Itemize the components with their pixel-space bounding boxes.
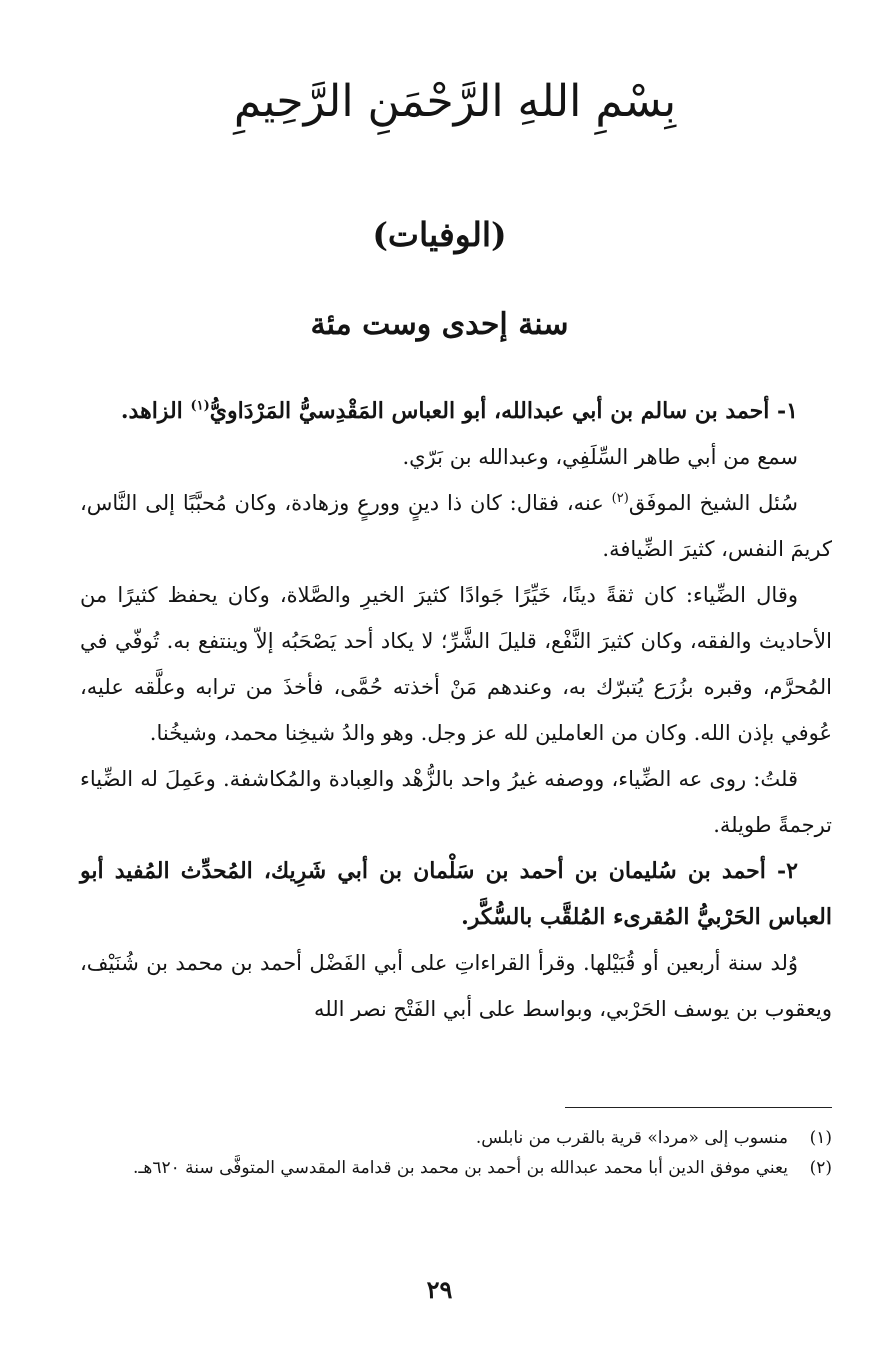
year-title: سنة إحدى وست مئة: [310, 307, 569, 342]
entry-1-paragraph-2: [80, 480, 832, 572]
footnote-2: [80, 1154, 832, 1182]
entry-1-paragraph-4: قلتُ: روى عه الضِّياء، ووصفه غيرُ واحد بالزُّهْد والعِبادة والمُكاشفة. وعَمِلَ له الضِّياء ترجمةً طويلة.: [80, 767, 832, 837]
entry-1-name: ١- أحمد بن سالم بن أبي عبدالله، أبو العباس المَقْدِسيُّ المَرْدَاويُّ: [209, 398, 798, 424]
footnote-ref-2: (٢): [611, 491, 629, 506]
footnotes: [80, 1124, 832, 1184]
footnote-1-number: (١): [809, 1128, 832, 1148]
page-number: ٢٩: [426, 1275, 453, 1304]
footnote-1-text: منسوب إلى «مردا» قرية بالقرب من نابلس.: [475, 1128, 788, 1148]
footnote-ref-1: (١): [190, 398, 210, 414]
entry-1-heading: [80, 388, 832, 434]
entry-1-title: الزاهد.: [120, 398, 191, 424]
entry-2-paragraph-1: وُلد سنة أربعين أو قُبَيْلها. وقرأ القراءاتِ على أبي الفَضْل أحمد بن محمد بن شُنَيْف، ويعقوب بن يوسف الحَرْبي، وبواسط على أبي الفَتْح نصر الله: [80, 951, 832, 1021]
main-text: [80, 388, 832, 1032]
entry-1-paragraph-1: سمع من أبي طاهر السِّلَفِي، وعبدالله بن بَرّي.: [402, 445, 798, 469]
entry-2-heading: ٢- أحمد بن سُليمان بن أحمد بن سَلْمان بن أبي شَرِيك، المُحدِّث المُفيد أبو العباس الحَرْبيُّ المُقرىء المُلقَّب بالسُّكَّر.: [80, 858, 832, 930]
entry-1-paragraph-3: وقال الضِّياء: كان ثقةً دينًا، خَيِّرًا جَوادًا كثيرَ الخيرِ والصَّلاة، وكان يحفظ كثيرًا من الأحاديث والفقه، وكان كثيرَ النَّفْع، قليلَ الشَّرِّ؛ لا يكاد أحد يَصْحَبُه إلاّ وينتفع به. تُوفّي في المُحرَّم، وقبره بزُرَع يُتبرّك به، وعندهم مَنْ أخذته حُمَّى، فأخذَ من ترابه وعلَّقه عليه، عُوفي بإذن الله. وكان من العاملين لله عز وجل. وهو والدُ شيخِنا محمد، وشيخُنا.: [80, 583, 832, 745]
entry-1-paragraph-2-start: سُئل الشيخ الموفَق: [628, 491, 798, 515]
entry-1-paragraph-2-end: عنه، فقال: كان ذا دينٍ وورعٍ وزهادة، وكان مُحبَّبًا إلى النَّاس، كريمَ النفس، كثيرَ الضِّيافة.: [80, 491, 832, 561]
footnote-2-number: (٢): [809, 1158, 832, 1178]
footnote-2-text: يعني موفق الدين أبا محمد عبدالله بن أحمد بن محمد بن قدامة المقدسي المتوفَّى سنة ٦٢٠هـ.: [133, 1158, 788, 1178]
section-title: (الوفيات): [372, 215, 507, 254]
footnote-1: [80, 1124, 832, 1152]
footnote-divider: [565, 1107, 832, 1108]
basmala-heading: بِسْمِ اللهِ الرَّحْمَنِ الرَّحِيمِ: [233, 76, 677, 127]
